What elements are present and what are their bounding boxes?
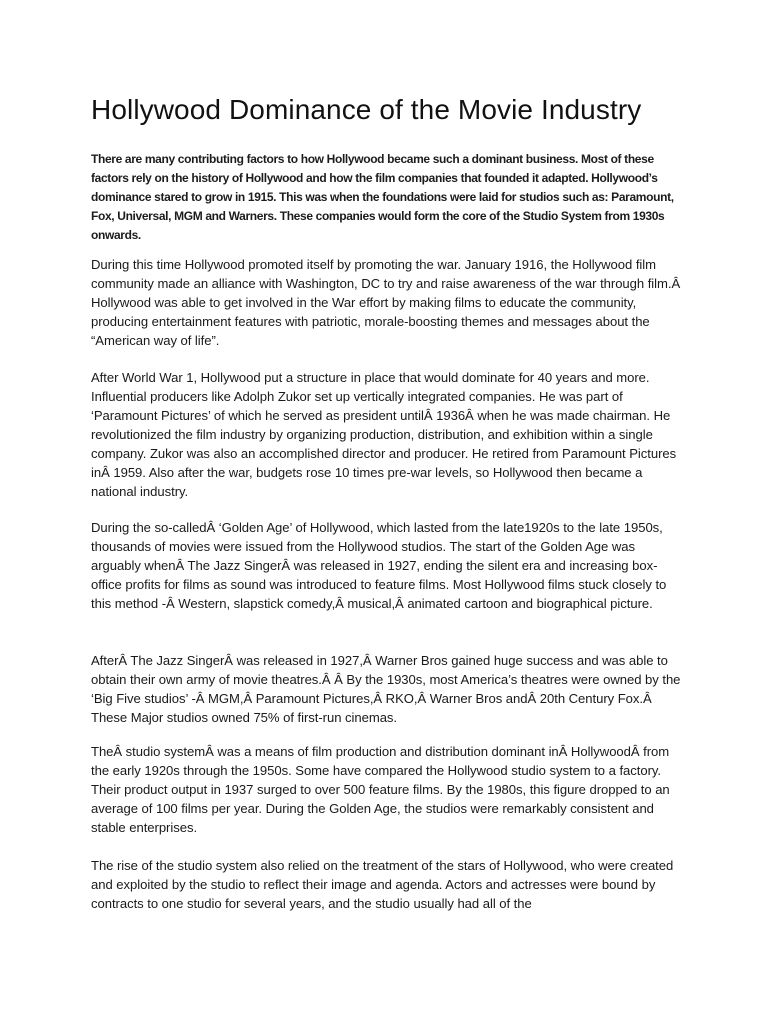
intro-paragraph: There are many contributing factors to how Hollywood became such a dominant business. Most of these factors rely on the history of Hollywood and how the film companies that founded it adapted. Hollywood’s dominance stared to grow in 1915. This was when the foundations were laid for studios such as: Paramount, Fox, Universal, MGM and Warners. These companies would form the core of the Studio System from 1930s onwards. bbox=[91, 152, 674, 242]
body-paragraph-2: After World War 1, Hollywood put a structure in place that would dominate for 40 years and more. Influential producers like Adolph Zukor set up vertically integrated companies. He was part of ‘Paramount Pictures’ of which he served as president untilÂ 1936Â when he was made chairman. He revolutionized the film industry by organizing production, distribution, and exhibition within a single company. Zukor was also an accomplished director and producer. He retired from Paramount Pictures inÂ 1959. Also after the war, budgets rose 10 times pre-war levels, so Hollywood then became a national industry. bbox=[91, 370, 677, 499]
body-paragraph-6: The rise of the studio system also relied on the treatment of the stars of Hollywood, who were created and exploited by the studio to reflect their image and agenda. Actors and actresses were bound by contracts to one studio for several years, and the studio usually had all of the bbox=[91, 858, 674, 911]
body-paragraph-1: During this time Hollywood promoted itself by promoting the war. January 1916, the Hollywood film community made an alliance with Washington, DC to try and raise awareness of the war through film.Â Hollywood was able to get involved in the War effort by making films to educate the community, producing entertainment features with patriotic, morale-boosting themes and messages about the “American way of life”. bbox=[91, 257, 681, 348]
body-paragraph-3: During the so-calledÂ ‘Golden Age’ of Hollywood, which lasted from the late1920s to the late 1950s, thousands of movies were issued from the Hollywood studios. The start of the Golden Age was arguably whenÂ The Jazz SingerÂ was released in 1927, ending the silent era and increasing box-office profits for films as sound was introduced to feature films. Most Hollywood films stuck closely to this method -Â Western, slapstick comedy,Â musical,Â animated cartoon and biographical picture. bbox=[91, 520, 667, 611]
body-paragraph-4: AfterÂ The Jazz SingerÂ was released in 1927,Â Warner Bros gained huge success and was able to obtain their own army of movie theatres.Â Â By the 1930s, most America’s theatres were owned by the ‘Big Five studios’ -Â MGM,Â Paramount Pictures,Â RKO,Â Warner Bros andÂ 20th Century Fox.Â These Major studios owned 75% of first-run cinemas. bbox=[91, 653, 681, 725]
body-paragraph-5: TheÂ studio systemÂ was a means of film production and distribution dominant inÂ HollywoodÂ from the early 1920s through the 1950s. Some have compared the Hollywood studio system to a factory. Their product output in 1937 surged to over 500 feature films. By the 1980s, this figure dropped to an average of 100 films per year. During the Golden Age, the studios were remarkably consistent and stable enterprises. bbox=[91, 744, 670, 835]
document-title: Hollywood Dominance of the Movie Industry bbox=[91, 94, 642, 125]
